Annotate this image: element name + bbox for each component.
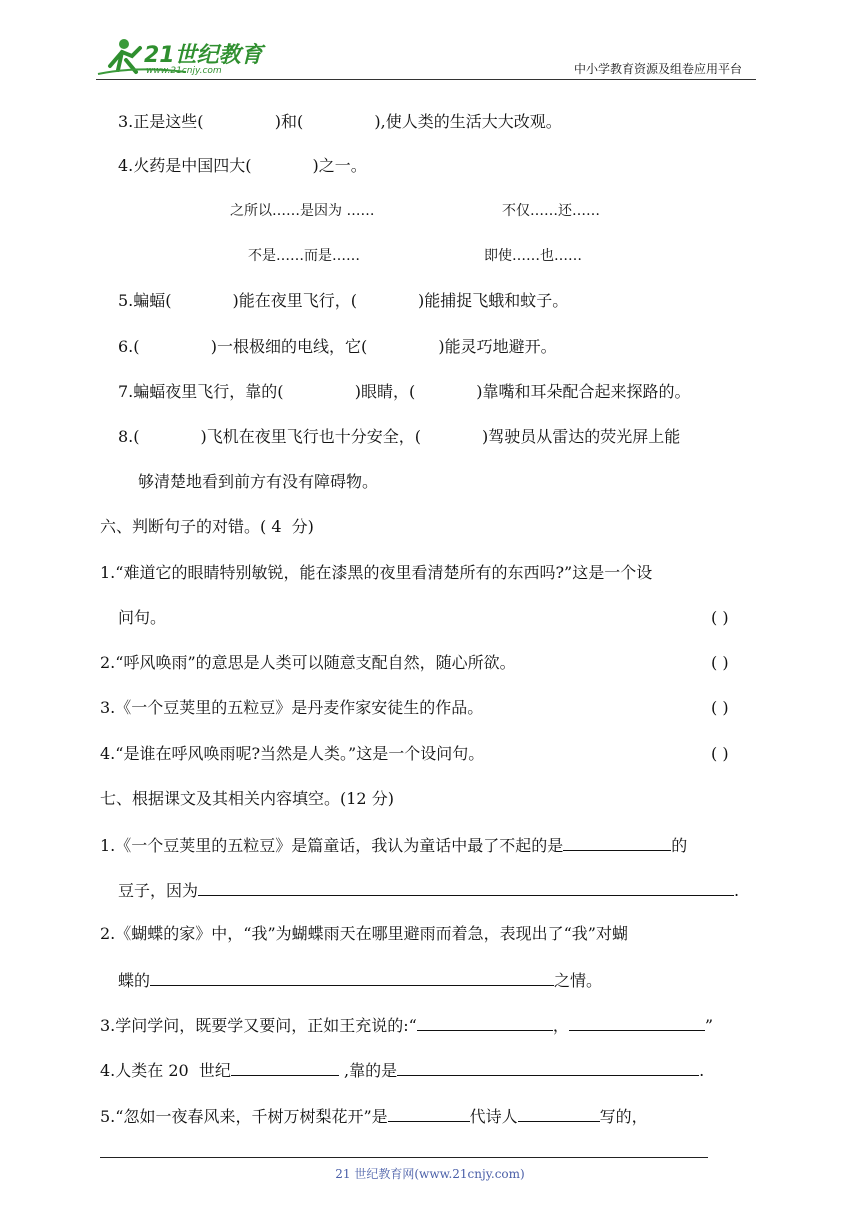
fill-blank[interactable] bbox=[518, 1104, 600, 1122]
question-8-line-1: 8.( )飞机在夜里飞行也十分安全，( )驾驶员从雷达的荧光屏上能 bbox=[118, 427, 681, 446]
fill-blank[interactable] bbox=[397, 1058, 699, 1076]
question-5: 5.蝙蝠( )能在夜里飞行，( )能捕捉飞蛾和蚊子。 bbox=[118, 291, 569, 310]
question-3: 3.正是这些( )和( ),使人类的生活大大改观。 bbox=[118, 112, 562, 131]
fill-4: 4.人类在 20 世纪 ,靠的是 . bbox=[100, 1058, 704, 1082]
footer-link[interactable]: 21 世纪教育网(www.21cnjy.com) bbox=[335, 1167, 525, 1181]
judge-3: 3.《一个豆荚里的五粒豆》是丹麦作家安徒生的作品。 bbox=[100, 698, 484, 717]
word-choice-1: 之所以……是因为 …… bbox=[230, 203, 375, 219]
judge-2: 2.“呼风唤雨”的意思是人类可以随意支配自然，随心所欲。 bbox=[100, 653, 516, 672]
fill-blank[interactable] bbox=[417, 1013, 553, 1031]
footer-rule bbox=[100, 1157, 708, 1158]
platform-text: 中小学教育资源及组卷应用平台 bbox=[574, 62, 743, 76]
judge-1-answer-box[interactable]: ( ) bbox=[711, 608, 729, 627]
question-6: 6.( )一根极细的电线，它( )能灵巧地避开。 bbox=[118, 337, 557, 356]
fill-1-line-2: 豆子，因为 . bbox=[118, 878, 739, 902]
judge-1-line-1: 1.“难道它的眼睛特别敏锐，能在漆黑的夜里看清楚所有的东西吗?”这是一个设 bbox=[100, 563, 653, 582]
fill-1-line-1: 1.《一个豆荚里的五粒豆》是篇童话，我认为童话中最了不起的是 的 bbox=[100, 833, 687, 857]
fill-blank[interactable] bbox=[388, 1104, 470, 1122]
judge-2-answer-box[interactable]: ( ) bbox=[711, 653, 729, 672]
question-4: 4.火药是中国四大( )之一。 bbox=[118, 156, 367, 175]
fill-blank[interactable] bbox=[563, 833, 671, 851]
fill-blank[interactable] bbox=[569, 1013, 705, 1031]
fill-blank[interactable] bbox=[231, 1058, 339, 1076]
section-7-heading: 七、根据课文及其相关内容填空。(12 分) bbox=[100, 789, 394, 808]
judge-4: 4.“是谁在呼风唤雨呢?当然是人类。”这是一个设问句。 bbox=[100, 744, 485, 763]
logo-url: www.21cnjy.com bbox=[146, 66, 222, 76]
word-choice-4: 即使……也…… bbox=[484, 248, 582, 264]
fill-3: 3.学问学问，既要学又要问，正如王充说的:“ ， ” bbox=[100, 1013, 713, 1037]
fill-blank[interactable] bbox=[198, 878, 734, 896]
section-6-heading: 六、判断句子的对错。( 4 分) bbox=[100, 517, 314, 536]
fill-5: 5.“忽如一夜春风来，千树万树梨花开”是 代诗人 写的， bbox=[100, 1104, 648, 1128]
fill-2-line-2: 蝶的 之情。 bbox=[118, 968, 602, 992]
word-choice-2: 不仅……还…… bbox=[502, 203, 600, 219]
site-logo bbox=[96, 36, 266, 80]
judge-3-answer-box[interactable]: ( ) bbox=[711, 698, 729, 717]
question-7: 7.蝙蝠夜里飞行，靠的( )眼睛，( )靠嘴和耳朵配合起来探路的。 bbox=[118, 382, 691, 401]
logo-title: 21世纪教育 bbox=[144, 43, 263, 68]
fill-2-line-1: 2.《蝴蝶的家》中，“我”为蝴蝶雨天在哪里避雨而着急，表现出了“我”对蝴 bbox=[100, 924, 628, 943]
judge-1-line-2: 问句。 bbox=[118, 608, 167, 627]
question-8-line-2: 够清楚地看到前方有没有障碍物。 bbox=[138, 472, 379, 491]
header-rule bbox=[96, 79, 756, 80]
fill-blank[interactable] bbox=[150, 968, 554, 986]
word-choice-3: 不是……而是…… bbox=[248, 248, 360, 264]
judge-4-answer-box[interactable]: ( ) bbox=[711, 744, 729, 763]
